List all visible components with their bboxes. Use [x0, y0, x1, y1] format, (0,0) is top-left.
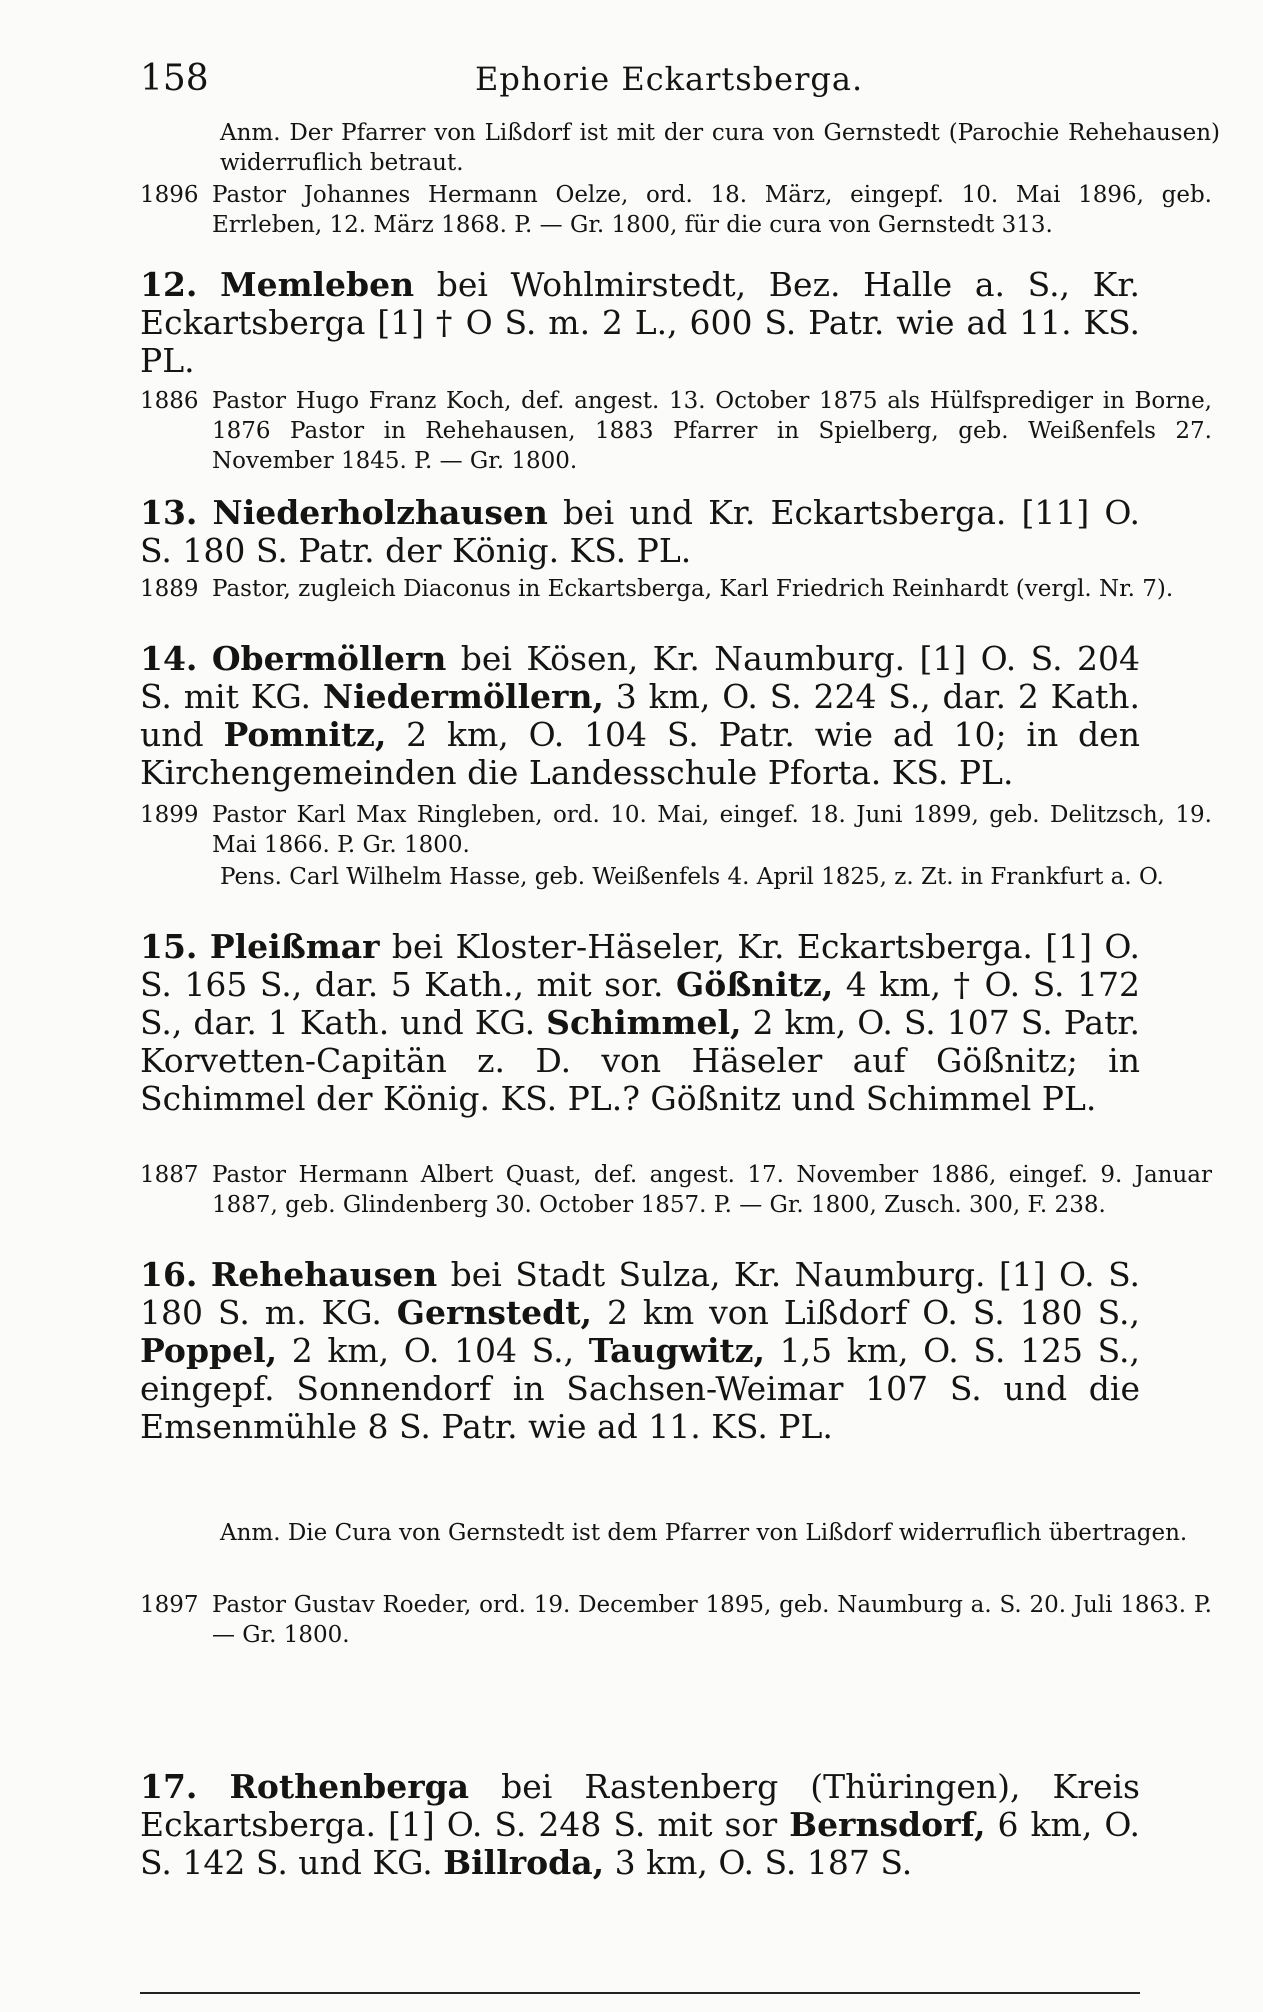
parish-details: 2 km, O. 104 S.,	[291, 1331, 575, 1370]
parish-entry-17	[140, 1768, 1140, 1882]
entry-year: 1897	[140, 1592, 199, 1618]
running-head	[140, 58, 1140, 108]
pastor-entry	[140, 180, 1212, 240]
place-name: Schimmel,	[546, 1003, 742, 1042]
parish-details: 2 km, O. 104 S. Patr. wie ad 10; in den Kirchengemeinden die Landesschule Pforta. KS. PL.	[140, 715, 1140, 792]
parish-details: 4 km, † O. S. 172 S., dar. 1 Kath. und KG.	[140, 965, 1140, 1042]
parish-details: bei Rastenberg (Thüringen), Kreis Eckartsberga. [1] O. S. 248 S. mit sor	[140, 1767, 1140, 1844]
place-name: Pomnitz,	[223, 715, 387, 754]
pastor-entry	[140, 1160, 1212, 1220]
running-title: Ephorie Eckartsberga.	[475, 60, 864, 98]
entry-year: 1896	[140, 182, 199, 208]
entry-text: Pastor Johannes Hermann Oelze, ord. 18. März, eingepf. 10. Mai 1896, geb. Errleben, 12. März 1868. P. — Gr. 1800, für die cura von Gernstedt 313.	[212, 182, 1212, 238]
pastor-entry	[140, 800, 1212, 860]
place-name: Niedermöllern,	[322, 677, 604, 716]
parish-details: 3 km, O. S. 187 S.	[614, 1843, 913, 1882]
parish-details: 1,5 km, O. S. 125 S., eingepf. Sonnendorf in Sachsen-Weimar 107 S. und die Emsenmühle 8 S. Patr. wie ad 11. KS. PL.	[140, 1331, 1140, 1446]
note-cura: Anm. Die Cura von Gernstedt ist dem Pfarrer von Lißdorf widerruflich übertragen.	[220, 1520, 1188, 1546]
parish-entry-13	[140, 494, 1140, 570]
place-name: Gößnitz,	[676, 965, 834, 1004]
parish-entry-15	[140, 928, 1140, 1118]
parish-name: Pleißmar	[209, 927, 380, 966]
entry-text: Pastor Hugo Franz Koch, def. angest. 13. October 1875 als Hülfsprediger in Borne, 1876 Pastor in Rehehausen, 1883 Pfarrer in Spielberg, geb. Weißenfels 27. November 1845. P. — Gr. 1800.	[212, 388, 1212, 474]
place-name: Gernstedt,	[396, 1293, 592, 1332]
entry-text: Pastor Karl Max Ringleben, ord. 10. Mai, eingef. 18. Juni 1899, geb. Delitzsch, 19. Mai 1866. P. Gr. 1800.	[212, 802, 1212, 858]
place-name: Billroda,	[443, 1843, 605, 1882]
pastor-entry	[140, 1590, 1212, 1650]
parish-details: 2 km, O. S. 107 S. Patr. Korvetten-Capitän z. D. von Häseler auf Gößnitz; in Schimmel der König. KS. PL.? Gößnitz und Schimmel PL.	[140, 1003, 1140, 1118]
parish-number: 16.	[140, 1255, 198, 1294]
pastor-entry	[140, 574, 1212, 604]
entry-year: 1899	[140, 802, 199, 828]
place-name: Poppel,	[140, 1331, 278, 1370]
parish-name: Obermöllern	[211, 639, 447, 678]
entry-year: 1889	[140, 576, 199, 602]
place-name: Taugwitz,	[588, 1331, 765, 1370]
parish-details: bei Kösen, Kr. Naumburg. [1] O. S. 204 S. mit KG.	[140, 639, 1140, 716]
pensioner-note: Pens. Carl Wilhelm Hasse, geb. Weißenfels 4. April 1825, z. Zt. in Frankfurt a. O.	[220, 864, 1164, 890]
parish-entry-14	[140, 640, 1140, 792]
parish-details: bei Kloster-Häseler, Kr. Eckartsberga. [1] O. S. 165 S., dar. 5 Kath., mit sor.	[140, 927, 1140, 1004]
entry-text: Pastor Hermann Albert Quast, def. angest. 17. November 1886, eingef. 9. Januar 1887, geb. Glindenberg 30. October 1857. P. — Gr. 1800, Zusch. 300, F. 238.	[212, 1162, 1212, 1218]
parish-details: bei Wohlmirstedt, Bez. Halle a. S., Kr. Eckartsberga [1] † O S. m. 2 L., 600 S. Patr. wie ad 11. KS. PL.	[140, 265, 1140, 380]
parish-details: 6 km, O. S. 142 S. und KG.	[140, 1805, 1140, 1882]
parish-number: 14.	[140, 639, 198, 678]
entry-text: Pastor, zugleich Diaconus in Eckartsberga, Karl Friedrich Reinhardt (vergl. Nr. 7).	[212, 576, 1174, 602]
place-name: Bernsdorf,	[789, 1805, 986, 1844]
entry-text: Pastor Gustav Roeder, ord. 19. December 1895, geb. Naumburg a. S. 20. Juli 1863. P. — Gr. 1800.	[212, 1592, 1212, 1648]
entry-year: 1887	[140, 1162, 199, 1188]
parish-name: Rothenberga	[229, 1767, 470, 1806]
pastor-entry	[140, 386, 1212, 476]
note-gernstedt: Anm. Der Pfarrer von Lißdorf ist mit der cura von Gernstedt (Parochie Rehehausen) widerruflich betraut.	[220, 120, 1220, 176]
parish-number: 15.	[140, 927, 198, 966]
parish-number: 13.	[140, 493, 198, 532]
parish-details: 2 km von Lißdorf O. S. 180 S.,	[606, 1293, 1140, 1332]
parish-details: bei und Kr. Eckartsberga. [11] O. S. 180 S. Patr. der König. KS. PL.	[140, 493, 1140, 570]
parish-name: Niederholzhausen	[212, 493, 548, 532]
parish-name: Memleben	[220, 265, 415, 304]
parish-details: bei Stadt Sulza, Kr. Naumburg. [1] O. S. 180 S. m. KG.	[140, 1255, 1140, 1332]
parish-entry-16	[140, 1256, 1140, 1446]
parish-name: Rehehausen	[210, 1255, 438, 1294]
page-number: 158	[140, 58, 209, 99]
parish-number: 12.	[140, 265, 198, 304]
entry-year: 1886	[140, 388, 199, 414]
parish-entry-12	[140, 266, 1140, 380]
bottom-rule	[140, 1992, 1140, 1994]
parish-details: 3 km, O. S. 224 S., dar. 2 Kath. und	[140, 677, 1140, 754]
parish-number: 17.	[140, 1767, 198, 1806]
